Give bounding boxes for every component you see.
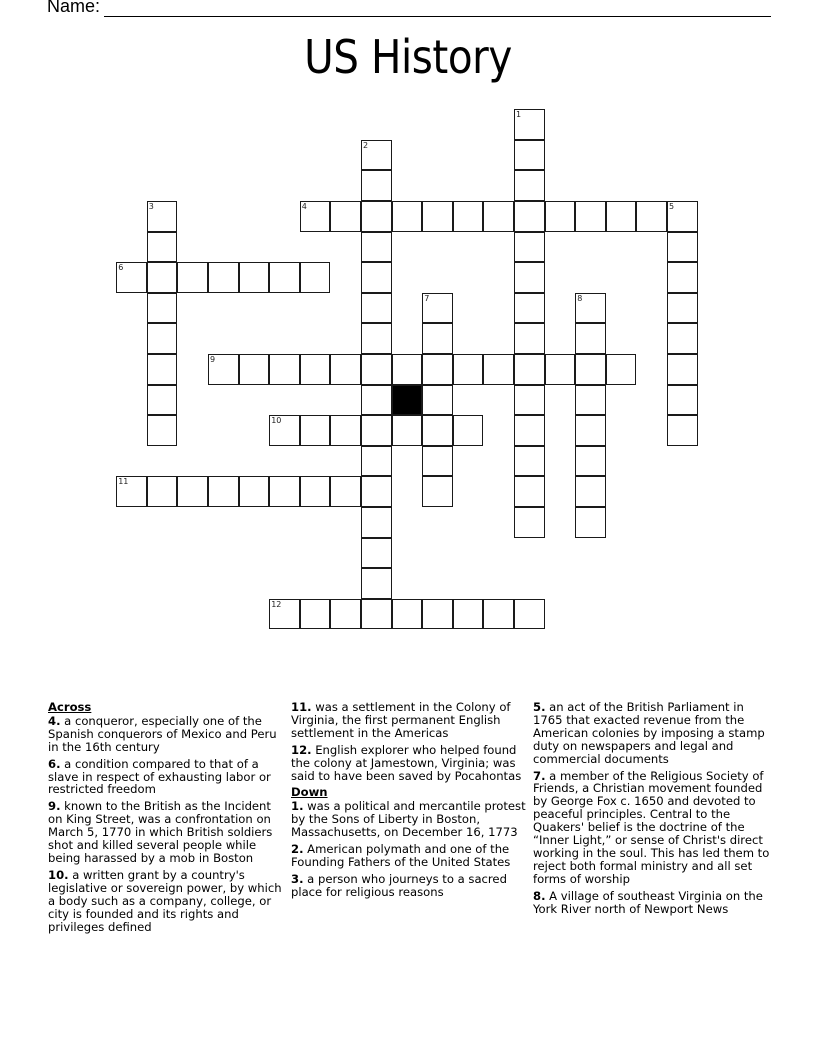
grid-cell[interactable] [575, 476, 606, 507]
grid-cell[interactable] [147, 385, 178, 416]
grid-cell[interactable] [514, 507, 545, 538]
clues-column-1 [48, 701, 283, 937]
clues-column-2 [291, 701, 526, 903]
grid-cell[interactable] [667, 415, 698, 446]
grid-cell[interactable] [361, 538, 392, 569]
grid-cell[interactable] [330, 476, 361, 507]
grid-cell[interactable] [453, 415, 484, 446]
grid-cell[interactable] [330, 415, 361, 446]
grid-cell[interactable] [269, 599, 300, 630]
clue-number: 9. [48, 799, 61, 814]
grid-cell[interactable] [361, 568, 392, 599]
clue-number-label: 12 [271, 599, 282, 609]
name-label: Name: [47, 0, 101, 16]
grid-cell[interactable] [147, 354, 178, 385]
grid-cell[interactable] [147, 201, 178, 232]
clue-number-label: 1 [516, 110, 522, 120]
grid-cell[interactable] [453, 201, 484, 232]
clue-text: American polymath and one of the Founding Fathers of the United States [291, 842, 511, 869]
grid-cell[interactable] [392, 599, 423, 630]
grid-cell[interactable] [422, 385, 453, 416]
grid-cell[interactable] [422, 599, 453, 630]
clue-across-6 [48, 758, 283, 797]
grid-cell[interactable] [208, 354, 239, 385]
grid-cell[interactable] [239, 262, 270, 293]
grid-cell[interactable] [147, 232, 178, 263]
grid-cell[interactable] [514, 354, 545, 385]
grid-cell[interactable] [514, 385, 545, 416]
grid-cell[interactable] [361, 446, 392, 477]
grid-cell[interactable] [514, 415, 545, 446]
grid-cell[interactable] [514, 323, 545, 354]
grid-cell[interactable] [116, 262, 147, 293]
grid-cell[interactable] [177, 262, 208, 293]
grid-cell[interactable] [575, 354, 606, 385]
grid-cell[interactable] [575, 385, 606, 416]
clue-number-label: 3 [148, 202, 154, 211]
clues-column-3 [533, 701, 773, 920]
grid-cell[interactable] [545, 354, 576, 385]
clue-text: a conqueror, especially one of the Spanish conquerors of Mexico and Peru in the 16th century [48, 713, 277, 754]
grid-cell[interactable] [269, 476, 300, 507]
clue-number-label: 10 [271, 416, 282, 426]
grid-cell[interactable] [177, 476, 208, 507]
grid-cell[interactable] [667, 232, 698, 263]
clue-text: was a political and mercantile protest by the Sons of Liberty in Boston, Massachusetts, on December 16, 1773 [291, 799, 526, 840]
grid-cell[interactable] [453, 354, 484, 385]
clue-text: English explorer who helped found the colony at Jamestown, Virginia; was said to have been saved by Pocahontas [291, 742, 522, 783]
grid-cell[interactable] [361, 385, 392, 416]
grid-cell[interactable] [514, 476, 545, 507]
grid-cell[interactable] [514, 446, 545, 477]
clue-number: 10. [48, 867, 69, 882]
grid-cell[interactable] [361, 415, 392, 446]
grid-cell[interactable] [483, 201, 514, 232]
clue-across-11 [291, 701, 526, 740]
grid-cell[interactable] [300, 201, 331, 232]
clue-number: 5. [533, 700, 546, 714]
clue-number: 2. [291, 842, 304, 857]
grid-cell[interactable] [300, 354, 331, 385]
grid-cell[interactable] [575, 293, 606, 324]
clue-number-label: 9 [210, 355, 216, 364]
grid-cell[interactable] [514, 599, 545, 630]
grid-cell[interactable] [514, 262, 545, 293]
grid-cell[interactable] [575, 507, 606, 538]
grid-cell[interactable] [422, 323, 453, 354]
grid-cell[interactable] [208, 262, 239, 293]
grid-cell[interactable] [422, 201, 453, 232]
grid-cell[interactable] [269, 354, 300, 385]
grid-cell[interactable] [575, 446, 606, 477]
grid-cell[interactable] [575, 415, 606, 446]
grid-cell[interactable] [483, 354, 514, 385]
clue-down-7 [533, 770, 773, 886]
grid-cell[interactable] [483, 599, 514, 630]
clue-number-label: 4 [301, 202, 307, 211]
grid-cell[interactable] [361, 507, 392, 538]
grid-cell[interactable] [361, 201, 392, 232]
grid-cell[interactable] [361, 170, 392, 201]
clue-number: 4. [48, 713, 61, 728]
grid-cell[interactable] [147, 323, 178, 354]
clue-down-2 [291, 843, 526, 869]
grid-cell[interactable] [147, 476, 178, 507]
clue-down-5 [533, 701, 773, 766]
clue-across-9 [48, 800, 283, 865]
clue-number: 3. [291, 871, 304, 886]
grid-cell[interactable] [361, 476, 392, 507]
clue-across-4 [48, 715, 283, 754]
across-heading: Across [48, 700, 92, 714]
grid-cell[interactable] [269, 262, 300, 293]
grid-cell[interactable] [392, 201, 423, 232]
grid-cell[interactable] [361, 323, 392, 354]
black-cell [392, 385, 423, 416]
grid-cell[interactable] [514, 109, 545, 140]
grid-cell[interactable] [545, 201, 576, 232]
grid-cell[interactable] [300, 415, 331, 446]
clue-text: a written grant by a country's legislative or sovereign power, by which a body such as a company, college, or city is founded and its rights and privileges defined [48, 867, 282, 934]
grid-cell[interactable] [361, 599, 392, 630]
clue-number-label: 2 [363, 140, 369, 150]
grid-cell[interactable] [422, 293, 453, 324]
grid-cell[interactable] [239, 476, 270, 507]
clue-number: 8. [533, 888, 546, 903]
clue-number-label: 8 [577, 293, 583, 303]
grid-cell[interactable] [422, 415, 453, 446]
grid-cell[interactable] [361, 354, 392, 385]
grid-cell[interactable] [514, 201, 545, 232]
grid-cell[interactable] [300, 599, 331, 630]
clue-text: a person who journeys to a sacred place for religious reasons [291, 871, 507, 899]
grid-cell[interactable] [514, 293, 545, 324]
grid-cell[interactable] [330, 201, 361, 232]
clue-down-3 [291, 873, 526, 899]
grid-cell[interactable] [514, 140, 545, 171]
clue-number-label: 11 [118, 477, 129, 487]
clue-number-label: 7 [424, 293, 430, 303]
grid-cell[interactable] [667, 293, 698, 324]
clue-across-12 [291, 744, 526, 783]
grid-cell[interactable] [361, 232, 392, 263]
grid-cell[interactable] [300, 262, 331, 293]
grid-cell[interactable] [239, 354, 270, 385]
grid-cell[interactable] [300, 476, 331, 507]
grid-cell[interactable] [606, 201, 637, 232]
grid-cell[interactable] [606, 354, 637, 385]
grid-cell[interactable] [116, 476, 147, 507]
grid-cell[interactable] [361, 262, 392, 293]
grid-cell[interactable] [667, 354, 698, 385]
grid-cell[interactable] [422, 446, 453, 477]
down-heading: Down [291, 785, 328, 800]
clue-number: 12. [291, 742, 312, 757]
grid-cell[interactable] [667, 385, 698, 416]
grid-cell[interactable] [147, 293, 178, 324]
grid-cell[interactable] [330, 599, 361, 630]
clue-text: was a settlement in the Colony of Virginia, the first permanent English settlement in the Americas [291, 700, 511, 740]
grid-cell[interactable] [361, 140, 392, 171]
clue-text: a member of the Religious Society of Friends, a Christian movement founded by George Fox c. 1650 and devoted to peaceful principles. Central to the Quakers' belief is the doctrine of the “Inner Light,” or sense of Christ's direct working in the soul. This has led them to reject both formal ministry and all set forms of worship [533, 768, 770, 886]
grid-cell[interactable] [667, 201, 698, 232]
clue-text: A village of southeast Virginia on the York River north of Newport News [533, 888, 763, 916]
grid-cell[interactable] [330, 354, 361, 385]
grid-cell[interactable] [422, 476, 453, 507]
clue-number: 11. [291, 700, 312, 714]
grid-cell[interactable] [514, 232, 545, 263]
clue-down-1 [291, 800, 526, 839]
grid-cell[interactable] [392, 354, 423, 385]
grid-cell[interactable] [208, 476, 239, 507]
grid-cell[interactable] [636, 201, 667, 232]
clue-number: 6. [48, 756, 61, 771]
grid-cell[interactable] [422, 354, 453, 385]
grid-cell[interactable] [575, 323, 606, 354]
grid-cell[interactable] [667, 323, 698, 354]
grid-cell[interactable] [392, 415, 423, 446]
grid-cell[interactable] [147, 415, 178, 446]
clue-number: 1. [291, 799, 304, 814]
grid-cell[interactable] [667, 262, 698, 293]
clue-number-label: 5 [669, 202, 675, 211]
grid-cell[interactable] [575, 201, 606, 232]
clue-text: a condition compared to that of a slave in respect of exhausting labor or restricted freedom [48, 756, 271, 797]
clue-text: an act of the British Parliament in 1765 that exacted revenue from the American colonies by imposing a stamp duty on newspapers and legal and commercial documents [533, 700, 765, 766]
grid-cell[interactable] [269, 415, 300, 446]
page-title: US History [304, 30, 512, 84]
clue-down-8 [533, 890, 773, 916]
clue-text: known to the British as the Incident on King Street, was a confrontation on March 5, 1770 in which British soldiers shot and killed several people while being harassed by a mob in Boston [48, 799, 273, 865]
grid-cell[interactable] [147, 262, 178, 293]
clue-across-10 [48, 869, 283, 934]
grid-cell[interactable] [514, 170, 545, 201]
clue-number-label: 6 [118, 263, 124, 273]
grid-cell[interactable] [361, 293, 392, 324]
clue-number: 7. [533, 768, 546, 783]
grid-cell[interactable] [453, 599, 484, 630]
